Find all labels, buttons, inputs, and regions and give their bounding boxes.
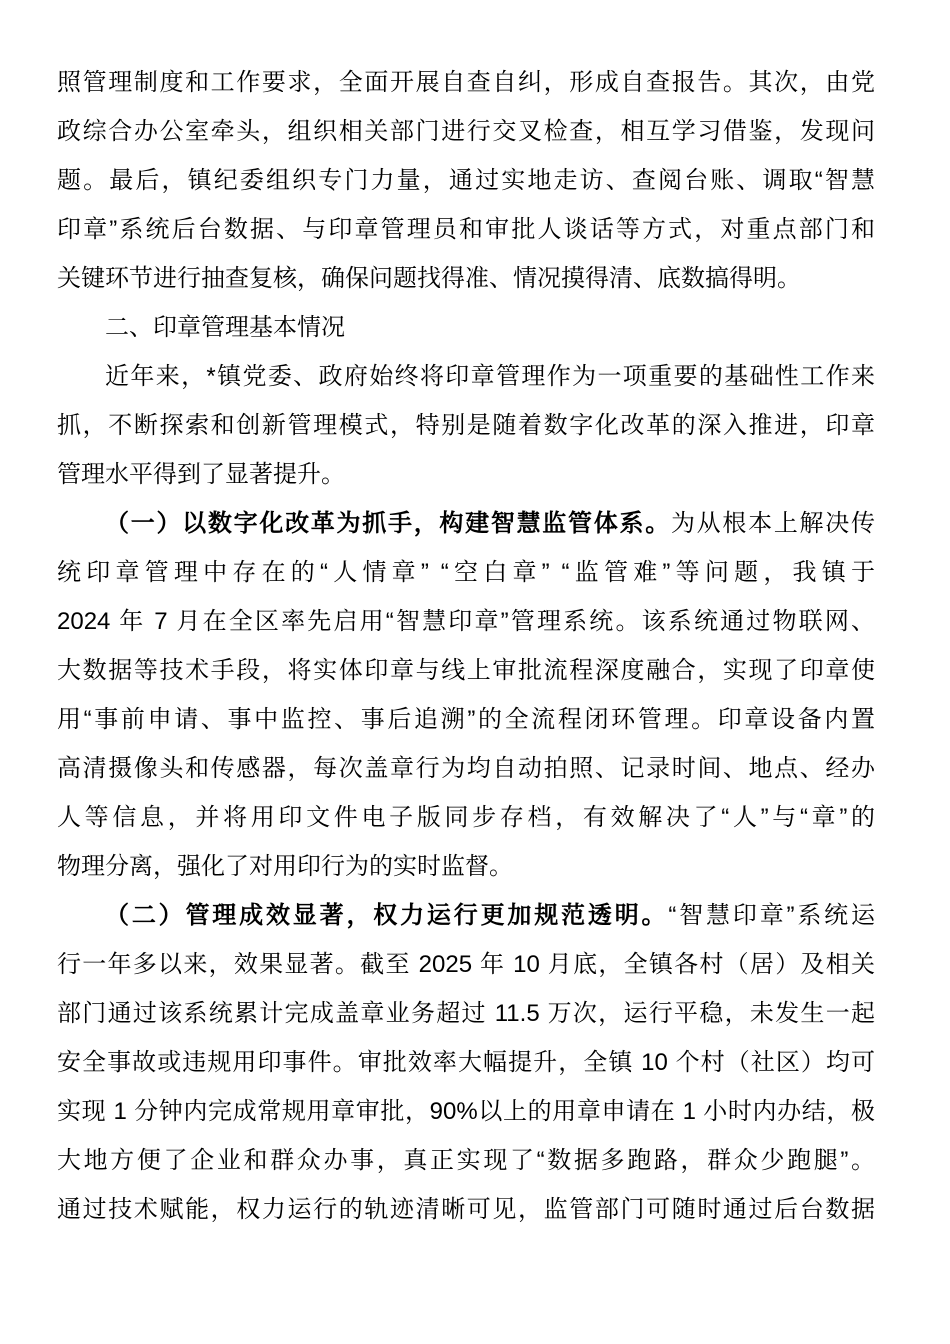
body-text: 大数据等技术手段，将实体印章与线上审批流程深度融合，实现了印章使 [57, 657, 875, 684]
paragraph-item-one-line [57, 842, 875, 891]
paragraph-overview-line [57, 450, 875, 499]
paragraph-self-check-line [57, 107, 875, 156]
body-text: 统印章管理中存在的“人情章” “空白章” “监管难”等问题，我镇于 [57, 559, 875, 586]
paragraph-self-check-line [57, 254, 875, 303]
paragraph-item-one-line [57, 695, 875, 744]
body-text: 用“事前申请、事中监控、事后追溯”的全流程闭环管理。印章设备内置 [57, 706, 875, 733]
body-text: 人等信息，并将用印文件电子版同步存档，有效解决了“人”与“章”的 [57, 804, 875, 831]
section-heading-line [57, 303, 875, 352]
body-text: 题。最后，镇纪委组织专门力量，通过实地走访、查阅台账、调取“智慧 [57, 167, 875, 194]
body-text: 行一年多以来，效果显著。截至 2025 年 10 月底，全镇各村（居）及相关 [57, 951, 875, 978]
body-text: 通过技术赋能，权力运行的轨迹清晰可见，监管部门可随时通过后台数据 [57, 1196, 875, 1223]
paragraph-item-one-line [57, 597, 875, 646]
body-text: 为从根本上解决传 [670, 510, 875, 537]
paragraph-overview-line [57, 352, 875, 401]
paragraph-item-one-line [57, 499, 875, 548]
body-text: 照管理制度和工作要求，全面开展自查自纠，形成自查报告。其次，由党 [57, 69, 875, 96]
paragraph-item-two-line [57, 1087, 875, 1136]
document-body [57, 58, 875, 1234]
body-text: 二、印章管理基本情况 [105, 314, 345, 341]
body-text: 抓，不断探索和创新管理模式，特别是随着数字化改革的深入推进，印章 [57, 412, 875, 439]
body-text: 印章”系统后台数据、与印章管理员和审批人谈话等方式，对重点部门和 [57, 216, 875, 243]
body-text: 物理分离，强化了对用印行为的实时监督。 [57, 853, 513, 880]
body-text: 部门通过该系统累计完成盖章业务超过 11.5 万次，运行平稳，未发生一起 [57, 1000, 875, 1027]
body-text: 大地方便了企业和群众办事，真正实现了“数据多跑路，群众少跑腿”。 [57, 1147, 875, 1174]
paragraph-item-two-line [57, 989, 875, 1038]
body-text: 2024 年 7 月在全区率先启用“智慧印章”管理系统。该系统通过物联网、 [57, 608, 875, 635]
paragraph-item-two-line [57, 1136, 875, 1185]
body-text: 高清摄像头和传感器，每次盖章行为均自动拍照、记录时间、地点、经办 [57, 755, 875, 782]
paragraph-item-one-line [57, 793, 875, 842]
body-text: 政综合办公室牵头，组织相关部门进行交叉检查，相互学习借鉴，发现问 [57, 118, 875, 145]
body-text: 安全事故或违规用印事件。审批效率大幅提升，全镇 10 个村（社区）均可 [57, 1049, 875, 1076]
body-text: 关键环节进行抽查复核，确保问题找得准、情况摸得清、底数搞得明。 [57, 265, 801, 292]
paragraph-overview-line [57, 401, 875, 450]
body-text: 实现 1 分钟内完成常规用章审批，90%以上的用章申请在 1 小时内办结，极 [57, 1098, 875, 1125]
paragraph-item-one-line [57, 646, 875, 695]
paragraph-item-one-line [57, 548, 875, 597]
body-text: “智慧印章”系统运 [668, 902, 875, 929]
paragraph-item-two-line [57, 891, 875, 940]
paragraph-self-check-line [57, 156, 875, 205]
paragraph-self-check-line [57, 205, 875, 254]
bold-heading-text: （一）以数字化改革为抓手，构建智慧监管体系。 [105, 510, 671, 537]
bold-heading-text: （二）管理成效显著，权力运行更加规范透明。 [105, 902, 669, 929]
body-text: 近年来，*镇党委、政府始终将印章管理作为一项重要的基础性工作来 [105, 363, 875, 390]
paragraph-item-two-line [57, 1038, 875, 1087]
paragraph-self-check-line [57, 58, 875, 107]
body-text: 管理水平得到了显著提升。 [57, 461, 345, 488]
paragraph-item-two-line [57, 1185, 875, 1234]
paragraph-item-two-line [57, 940, 875, 989]
paragraph-item-one-line [57, 744, 875, 793]
